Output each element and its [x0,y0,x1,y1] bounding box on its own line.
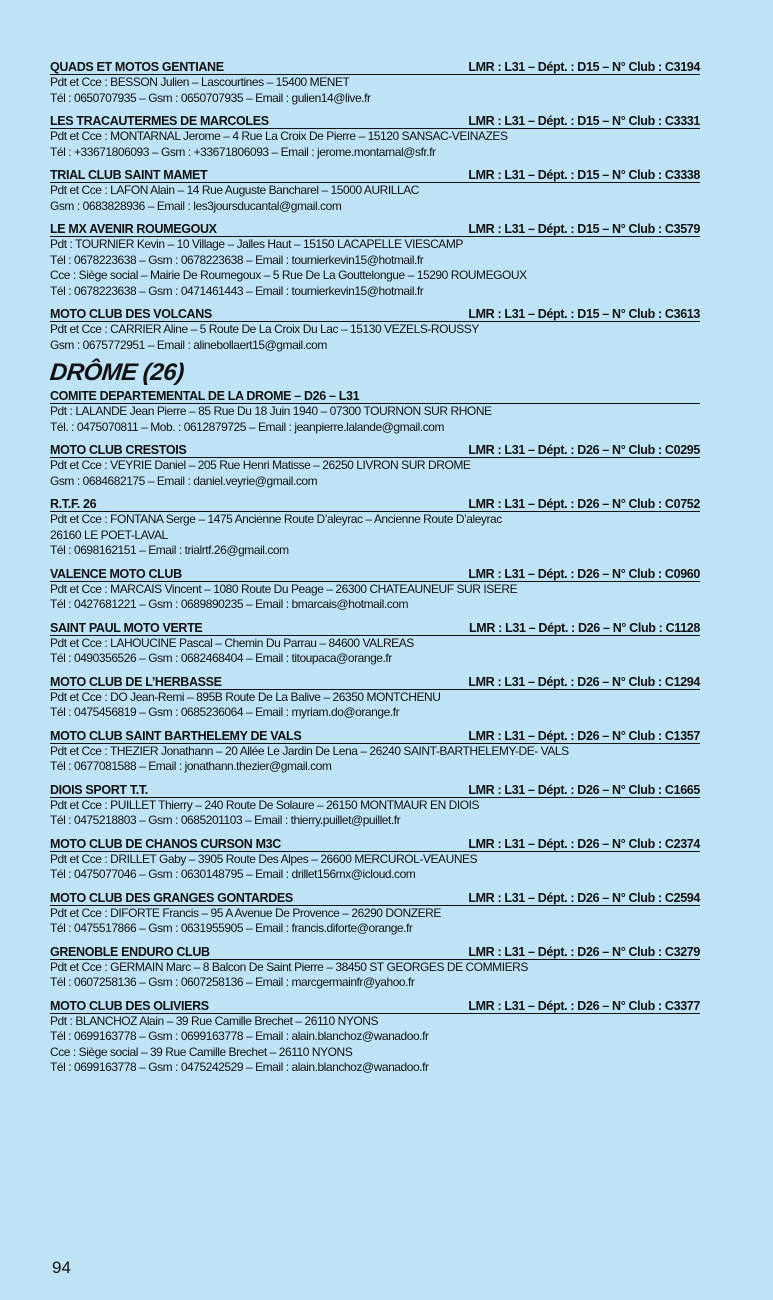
club-detail-line: Tél : 0678223638 – Gsm : 0678223638 – Email : tournierkevin15@hotmail.fr [50,252,424,267]
club-code: LMR : L31 – Dépt. : D26 – N° Club : C3279 [468,944,700,959]
club-detail-line: Pdt et Cce : DO Jean-Remi – 895B Route De La Balive – 26350 MONTCHENU [50,689,441,704]
club-code: LMR : L31 – Dépt. : D26 – N° Club : C2374 [468,836,700,851]
committee-header [50,389,700,404]
club-name: MOTO CLUB DES GRANGES GONTARDES [50,890,293,905]
club-entry [50,729,700,775]
club-header [50,168,700,183]
club-header [50,783,700,798]
club-name: DIOIS SPORT T.T. [50,782,148,797]
club-header [50,307,700,322]
club-name: QUADS ET MOTOS GENTIANE [50,60,224,74]
club-detail-line: Cce : Siège social – Mairie De Roumegoux – 5 Rue De La Gouttelongue – 15290 ROUMEGOUX [50,268,527,282]
club-entry [50,999,700,1076]
club-header [50,837,700,852]
club-header [50,945,700,960]
club-entry [50,307,700,353]
club-detail-line: Pdt et Cce : DIFORTE Francis – 95 A Avenue De Provence – 26290 DONZERE [50,905,441,920]
club-header [50,729,700,744]
club-name: GRENOBLE ENDURO CLUB [50,944,210,959]
club-header [50,60,700,75]
club-entry [50,621,700,667]
club-header [50,114,700,129]
club-detail-line: Tél : 0678223638 – Gsm : 0471461443 – Email : tournierkevin15@hotmail.fr [50,283,424,298]
cantal-entries [50,60,700,353]
club-header [50,443,700,458]
club-code: LMR : L31 – Dépt. : D15 – N° Club : C3331 [468,114,700,128]
club-name: MOTO CLUB DE CHANOS CURSON M3C [50,836,281,851]
committee-line: Pdt : LALANDE Jean Pierre – 85 Rue Du 18 Juin 1940 – 07300 TOURNON SUR RHONE [50,404,492,418]
club-code: LMR : L31 – Dépt. : D26 – N° Club : C0960 [468,566,700,581]
club-entry [50,783,700,829]
club-entry [50,567,700,613]
club-entry [50,222,700,299]
club-directory [50,60,700,1084]
club-name: MOTO CLUB DES VOLCANS [50,307,212,321]
club-code: LMR : L31 – Dépt. : D26 – N° Club : C3377 [468,998,700,1013]
club-code: LMR : L31 – Dépt. : D26 – N° Club : C1357 [468,728,700,743]
club-detail-line: Tél : 0677081588 – Email : jonathann.thezier@gmail.com [50,759,332,773]
club-detail-line: Tél : 0650707935 – Gsm : 0650707935 – Email : gulien14@live.fr [50,90,371,105]
club-code: LMR : L31 – Dépt. : D15 – N° Club : C3194 [468,60,700,74]
club-header [50,567,700,582]
club-code: LMR : L31 – Dépt. : D26 – N° Club : C1665 [468,782,700,797]
committee-name: COMITE DEPARTEMENTAL DE LA DROME – D26 – L31 [50,389,360,403]
club-entry [50,891,700,937]
club-name: LES TRACAUTERMES DE MARCOLES [50,114,269,128]
club-detail-line: 26160 LE POET-LAVAL [50,527,168,542]
club-detail-line: Gsm : 0684682175 – Email : daniel.veyrie@gmail.com [50,473,318,488]
club-name: R.T.F. 26 [50,497,97,511]
club-entry [50,837,700,883]
club-detail-line: Tél : 0475517866 – Gsm : 0631955905 – Email : francis.diforte@orange.fr [50,921,413,935]
club-detail-line: Pdt et Cce : LAHOUCINE Pascal – Chemin Du Parrau – 84600 VALREAS [50,635,414,650]
committee-line: Tél. : 0475070811 – Mob. : 0612879725 – Email : jeanpierre.lalande@gmail.com [50,419,445,434]
club-code: LMR : L31 – Dépt. : D26 – N° Club : C0295 [468,443,700,457]
club-detail-line: Pdt : TOURNIER Kevin – 10 Village – Jalles Haut – 15150 LACAPELLE VIESCAMP [50,237,463,251]
club-detail-line: Tél : 0490356526 – Gsm : 0682468404 – Email : titoupaca@orange.fr [50,651,392,665]
club-entry [50,675,700,721]
club-detail-line: Pdt et Cce : MONTARNAL Jerome – 4 Rue La Croix De Pierre – 15120 SANSAC-VEINAZES [50,129,508,143]
club-detail-line: Gsm : 0683828936 – Email : les3joursducantal@gmail.com [50,198,342,213]
club-detail-line: Tél : +33671806093 – Gsm : +33671806093 – Email : jerome.montarnal@sfr.fr [50,144,436,159]
club-entry [50,60,700,106]
club-detail-line: Pdt et Cce : FONTANA Serge – 1475 Ancienne Route D’aleyrac – Ancienne Route D’aleyrac [50,512,502,526]
club-detail-line: Tél : 0475218803 – Gsm : 0685201103 – Email : thierry.puillet@puillet.fr [50,813,401,827]
club-detail-line: Pdt et Cce : CARRIER Aline – 5 Route De La Croix Du Lac – 15130 VEZELS-ROUSSY [50,322,479,336]
club-name: MOTO CLUB DE L’HERBASSE [50,674,222,689]
club-entry [50,497,700,559]
club-detail-line: Cce : Siège social – 39 Rue Camille Brechet – 26110 NYONS [50,1044,353,1059]
club-detail-line: Pdt et Cce : LAFON Alain – 14 Rue Auguste Bancharel – 15000 AURILLAC [50,183,419,197]
club-header [50,675,700,690]
club-name: SAINT PAUL MOTO VERTE [50,620,203,635]
club-detail-line: Pdt et Cce : PUILLET Thierry – 240 Route De Solaure – 26150 MONTMAUR EN DIOIS [50,797,480,812]
club-header [50,621,700,636]
club-name: MOTO CLUB SAINT BARTHELEMY DE VALS [50,728,302,743]
club-header [50,222,700,237]
club-detail-line: Tél : 0699163778 – Gsm : 0475242529 – Email : alain.blanchoz@wanadoo.fr [50,1060,429,1074]
club-code: LMR : L31 – Dépt. : D15 – N° Club : C3579 [468,222,700,236]
club-code: LMR : L31 – Dépt. : D26 – N° Club : C0752 [468,497,700,511]
club-entry [50,168,700,214]
committee-entry [50,389,700,435]
club-name: VALENCE MOTO CLUB [50,566,182,581]
club-detail-line: Pdt et Cce : VEYRIE Daniel – 205 Rue Henri Matisse – 26250 LIVRON SUR DROME [50,458,471,472]
club-code: LMR : L31 – Dépt. : D26 – N° Club : C1128 [469,620,700,635]
drome-entries [50,443,700,1076]
club-name: TRIAL CLUB SAINT MAMET [50,168,208,182]
section-title: DRÔME (26) [48,359,186,386]
club-code: LMR : L31 – Dépt. : D26 – N° Club : C2594 [468,890,700,905]
club-name: LE MX AVENIR ROUMEGOUX [50,222,217,236]
club-detail-line: Tél : 0475077046 – Gsm : 0630148795 – Email : drillet156mx@icloud.com [50,867,416,881]
club-header [50,891,700,906]
club-entry [50,945,700,991]
club-detail-line: Tél : 0699163778 – Gsm : 0699163778 – Email : alain.blanchoz@wanadoo.fr [50,1029,429,1043]
club-detail-line: Tél : 0698162151 – Email : trialrtf.26@gmail.com [50,543,289,557]
club-entry [50,114,700,160]
club-detail-line: Pdt et Cce : DRILLET Gaby – 3905 Route Des Alpes – 26600 MERCUROL-VEAUNES [50,851,478,866]
page-number: 94 [52,1258,71,1277]
club-header [50,497,700,512]
club-detail-line: Tél : 0607258136 – Gsm : 0607258136 – Email : marcgermainfr@yahoo.fr [50,975,415,989]
club-entry [50,443,700,489]
club-code: LMR : L31 – Dépt. : D15 – N° Club : C3613 [468,307,700,321]
club-detail-line: Tél : 0475456819 – Gsm : 0685236064 – Email : myriam.do@orange.fr [50,705,400,719]
club-name: MOTO CLUB DES OLIVIERS [50,998,209,1013]
club-name: MOTO CLUB CRESTOIS [50,443,187,457]
club-code: LMR : L31 – Dépt. : D15 – N° Club : C3338 [468,168,700,182]
club-detail-line: Pdt et Cce : BESSON Julien – Lascourtines – 15400 MENET [50,75,350,89]
club-detail-line: Pdt et Cce : MARCAIS Vincent – 1080 Route Du Peage – 26300 CHATEAUNEUF SUR ISERE [50,581,518,596]
club-detail-line: Pdt et Cce : GERMAIN Marc – 8 Balcon De Saint Pierre – 38450 ST GEORGES DE COMMIERS [50,959,528,974]
club-detail-line: Gsm : 0675772951 – Email : alinebollaert15@gmail.com [50,337,327,352]
club-code: LMR : L31 – Dépt. : D26 – N° Club : C1294 [468,674,700,689]
club-detail-line: Tél : 0427681221 – Gsm : 0689890235 – Email : bmarcais@hotmail.com [50,597,409,611]
club-header [50,999,700,1014]
club-detail-line: Pdt et Cce : THEZIER Jonathann – 20 Allée Le Jardin De Lena – 26240 SAINT-BARTHELEMY-DE- VALS [50,743,569,758]
club-detail-line: Pdt : BLANCHOZ Alain – 39 Rue Camille Brechet – 26110 NYONS [50,1013,379,1028]
